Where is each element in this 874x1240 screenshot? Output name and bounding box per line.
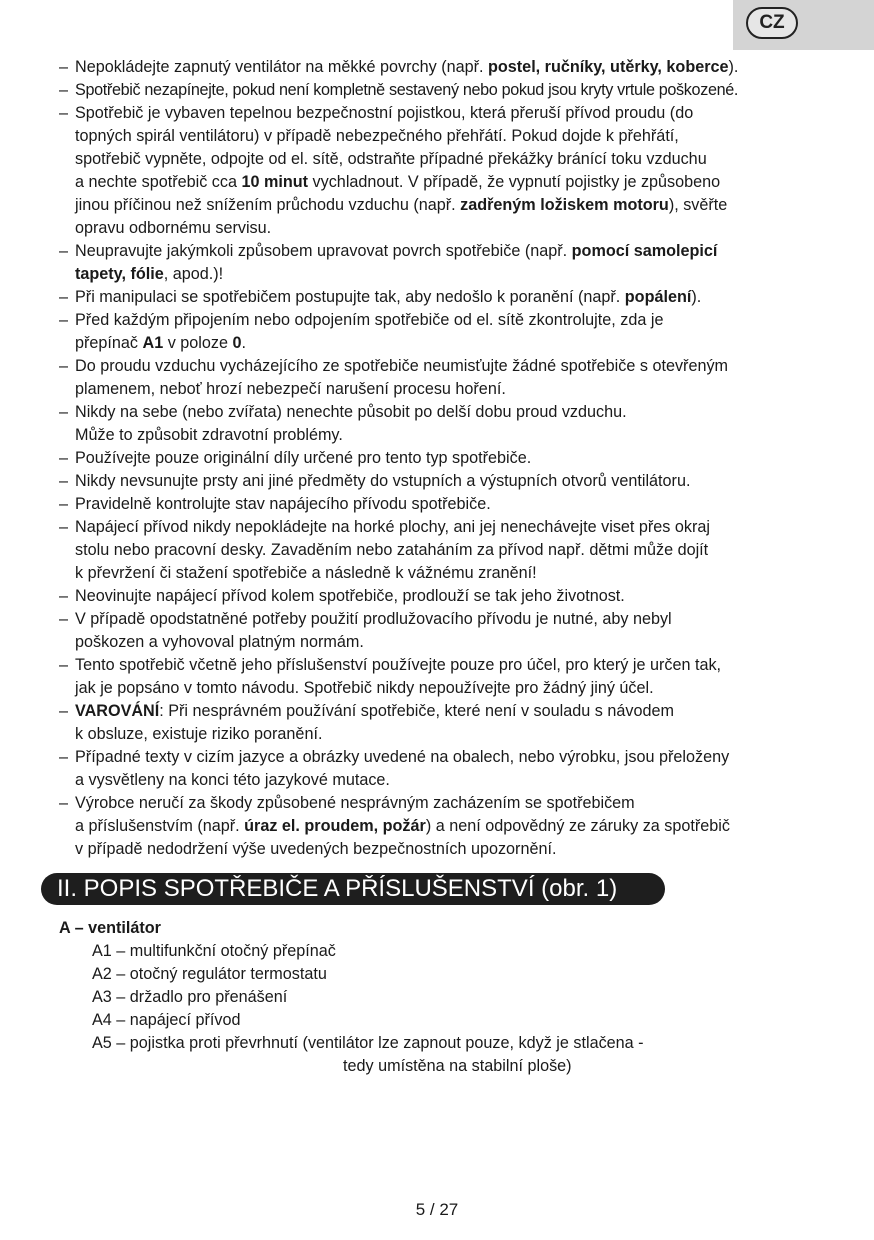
list-item	[59, 79, 849, 102]
list-item	[59, 240, 849, 286]
parts-heading: A – ventilátor	[59, 919, 161, 937]
bullet-dash: –	[59, 81, 69, 99]
text-segment: ), svěřte	[668, 196, 728, 214]
list-item	[59, 102, 849, 240]
list-item-line	[75, 79, 849, 102]
text-segment: Nikdy nevsunujte prsty ani jiné předměty do vstupních a výstupních otvorů ventilátoru.	[75, 472, 691, 490]
list-item-line	[75, 332, 849, 355]
text-segment: ).	[691, 288, 702, 306]
part-item-text: A3 – držadlo pro přenášení	[92, 988, 288, 1006]
language-badge: CZ	[746, 7, 798, 39]
bullet-dash: –	[59, 472, 69, 490]
list-item-line	[75, 470, 849, 493]
part-item	[59, 940, 839, 963]
list-item-line	[75, 148, 849, 171]
text-segment: Nepokládejte zapnutý ventilátor na měkké povrchy (např.	[75, 58, 489, 76]
text-segment: Používejte pouze originální díly určené pro tento typ spotřebiče.	[75, 449, 532, 467]
text-segment: a příslušenstvím (např.	[75, 817, 245, 835]
part-item-text: A2 – otočný regulátor termostatu	[92, 965, 327, 983]
list-item	[59, 516, 849, 585]
text-segment: poškozen a vyhovoval platným normám.	[75, 633, 364, 651]
text-segment: .	[241, 334, 247, 352]
emphasis-text: popálení	[624, 288, 692, 306]
bullet-dash: –	[59, 610, 69, 628]
list-item-line	[75, 424, 849, 447]
list-item-line	[75, 355, 849, 378]
text-segment: Pravidelně kontrolujte stav napájecího přívodu spotřebiče.	[75, 495, 491, 513]
text-segment: a vysvětleny na konci této jazykové mutace.	[75, 771, 390, 789]
bullet-dash: –	[59, 104, 69, 122]
bullet-dash: –	[59, 58, 69, 76]
text-segment: topných spirál ventilátoru) v případě nebezpečného přehřátí. Pokud dojde k přehřátí,	[75, 127, 679, 145]
text-segment: vychladnout. V případě, že vypnutí pojistky je způsobeno	[308, 173, 721, 191]
bullet-dash: –	[59, 656, 69, 674]
bullet-dash: –	[59, 311, 69, 329]
text-segment: Nikdy na sebe (nebo zvířata) nenechte působit po delší dobu proud vzduchu.	[75, 403, 627, 421]
list-item-line	[75, 447, 849, 470]
text-segment: Neupravujte jakýmkoli způsobem upravovat povrch spotřebiče (např.	[75, 242, 572, 260]
list-item	[59, 608, 849, 654]
text-segment: Spotřebič je vybaven tepelnou bezpečnostní pojistkou, která přeruší přívod proudu (do	[75, 104, 694, 122]
part-item	[59, 1032, 839, 1078]
bullet-dash: –	[59, 748, 69, 766]
text-segment: plamenem, neboť hrozí nebezpečí narušení procesu hoření.	[75, 380, 506, 398]
part-item-text: A5 – pojistka proti převrhnutí (ventilátor lze zapnout pouze, když je stlačena -	[92, 1034, 644, 1052]
emphasis-text: postel, ručníky, utěrky, koberce	[488, 58, 729, 76]
bullet-dash: –	[59, 587, 69, 605]
text-segment: : Při nesprávném používání spotřebiče, které není v souladu s návodem	[159, 702, 674, 720]
list-item-line	[75, 539, 849, 562]
text-segment: k převržení či stažení spotřebiče a následně k vážnému zranění!	[75, 564, 537, 582]
text-segment: spotřebič vypněte, odpojte od el. sítě, odstraňte případné překážky bránící toku vzduchu	[75, 150, 707, 168]
list-item-line	[75, 792, 849, 815]
text-segment: v poloze	[163, 334, 233, 352]
list-item-line	[75, 217, 849, 240]
text-segment: Může to způsobit zdravotní problémy.	[75, 426, 343, 444]
part-item	[59, 1009, 839, 1032]
list-item-line	[75, 194, 849, 217]
bullet-dash: –	[59, 518, 69, 536]
bullet-dash: –	[59, 288, 69, 306]
text-segment: Výrobce neručí za škody způsobené nesprávným zacházením se spotřebičem	[75, 794, 635, 812]
list-item	[59, 470, 849, 493]
list-item-line	[75, 263, 849, 286]
part-item	[59, 963, 839, 986]
emphasis-text: VAROVÁNÍ	[75, 702, 160, 720]
text-segment: Případné texty v cizím jazyce a obrázky uvedené na obalech, nebo výrobku, jsou přeloženy	[75, 748, 730, 766]
list-item-line	[75, 838, 849, 861]
text-segment: V případě opodstatněné potřeby použití prodlužovacího přívodu je nutné, aby nebyl	[75, 610, 672, 628]
safety-instructions-list	[59, 56, 849, 861]
bullet-dash: –	[59, 495, 69, 513]
list-item	[59, 401, 849, 447]
part-item-continuation: tedy umístěna na stabilní ploše)	[343, 1057, 572, 1075]
list-item-line	[75, 240, 849, 263]
bullet-dash: –	[59, 403, 69, 421]
part-item	[59, 986, 839, 1009]
list-item-line	[75, 585, 849, 608]
list-item	[59, 654, 849, 700]
text-segment: a nechte spotřebič cca	[75, 173, 242, 191]
text-segment: Napájecí přívod nikdy nepokládejte na horké plochy, ani jej nenechávejte viset přes okraj	[75, 518, 710, 536]
emphasis-text: úraz el. proudem, požár	[244, 817, 426, 835]
list-item-line	[75, 608, 849, 631]
list-item	[59, 493, 849, 516]
text-segment: ) a není odpovědný ze záruky za spotřebič	[425, 817, 730, 835]
text-segment: Spotřebič nezapínejte, pokud není kompletně sestavený nebo pokud jsou kryty vrtule poškozené.	[75, 81, 739, 99]
list-item-line	[75, 631, 849, 654]
text-segment: jinou příčinou než snížením průchodu vzduchu (např.	[75, 196, 461, 214]
text-segment: jak je popsáno v tomto návodu. Spotřebič nikdy nepoužívejte pro žádný jiný účel.	[75, 679, 654, 697]
emphasis-text: zadřeným ložiskem motoru	[460, 196, 669, 214]
bullet-dash: –	[59, 702, 69, 720]
list-item-line	[75, 723, 849, 746]
text-segment: Při manipulaci se spotřebičem postupujte tak, aby nedošlo k poranění (např.	[75, 288, 625, 306]
list-item-line	[75, 309, 849, 332]
text-segment: v případě nedodržení výše uvedených bezpečnostních upozornění.	[75, 840, 557, 858]
text-segment: Tento spotřebič včetně jeho příslušenství používejte pouze pro účel, pro který je určen tak,	[75, 656, 722, 674]
text-segment: opravu odbornému servisu.	[75, 219, 272, 237]
emphasis-text: A1	[142, 334, 164, 352]
list-item	[59, 309, 849, 355]
text-segment: k obsluze, existuje riziko poranění.	[75, 725, 323, 743]
list-item-line	[75, 401, 849, 424]
list-item	[59, 792, 849, 861]
bullet-dash: –	[59, 357, 69, 375]
list-item-line	[75, 746, 849, 769]
list-item-line	[75, 493, 849, 516]
bullet-dash: –	[59, 794, 69, 812]
list-item	[59, 355, 849, 401]
list-item-line	[75, 677, 849, 700]
list-item-line	[75, 654, 849, 677]
emphasis-text: 10 minut	[241, 173, 309, 191]
bullet-dash: –	[59, 449, 69, 467]
text-segment: , apod.)!	[163, 265, 224, 283]
list-item-line	[75, 125, 849, 148]
list-item	[59, 56, 849, 79]
list-item-line	[75, 102, 849, 125]
bullet-dash: –	[59, 242, 69, 260]
list-item-line	[75, 516, 849, 539]
list-item-line	[75, 815, 849, 838]
list-item-line	[75, 378, 849, 401]
text-segment: Neovinujte napájecí přívod kolem spotřebiče, prodlouží se tak jeho životnost.	[75, 587, 625, 605]
list-item-line	[75, 171, 849, 194]
list-item	[59, 700, 849, 746]
page-number: 5 / 27	[415, 1200, 459, 1219]
text-segment: Před každým připojením nebo odpojením spotřebiče od el. sítě zkontrolujte, zda je	[75, 311, 664, 329]
part-item-text: A4 – napájecí přívod	[92, 1011, 241, 1029]
list-item-line	[75, 769, 849, 792]
emphasis-text: pomocí samolepicí	[571, 242, 718, 260]
section-title: II. POPIS SPOTŘEBIČE A PŘÍSLUŠENSTVÍ (obr. 1)	[41, 873, 665, 905]
list-item	[59, 585, 849, 608]
emphasis-text: tapety, fólie	[75, 265, 164, 283]
part-item-text: A1 – multifunkční otočný přepínač	[92, 942, 336, 960]
parts-list	[59, 917, 839, 1078]
text-segment: stolu nebo pracovní desky. Zavaděním nebo zataháním za přívod např. dětmi může dojít	[75, 541, 709, 559]
text-segment: přepínač	[75, 334, 143, 352]
text-segment: Do proudu vzduchu vycházejícího ze spotřebiče neumisťujte žádné spotřebiče s otevřeným	[75, 357, 729, 375]
list-item-line	[75, 700, 849, 723]
list-item-line	[75, 56, 849, 79]
list-item	[59, 286, 849, 309]
list-item	[59, 746, 849, 792]
emphasis-text: 0	[232, 334, 242, 352]
list-item-line	[75, 562, 849, 585]
list-item-line	[75, 286, 849, 309]
text-segment: ).	[728, 58, 739, 76]
list-item	[59, 447, 849, 470]
